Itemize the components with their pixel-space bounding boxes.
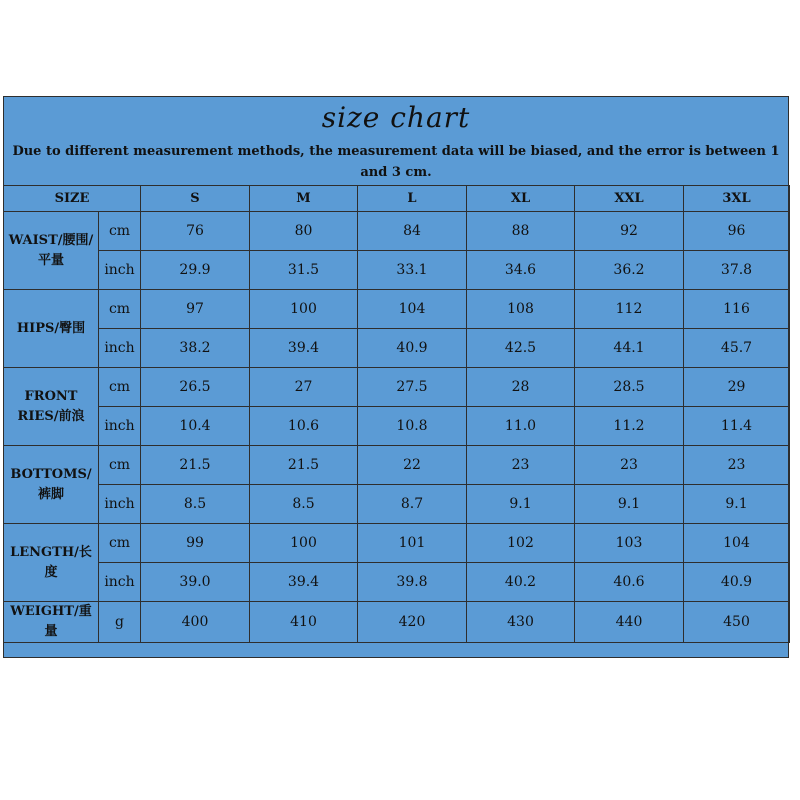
unit-cell: inch <box>99 251 141 290</box>
value-cell: 28 <box>467 368 575 407</box>
value-cell: 11.0 <box>467 407 575 446</box>
value-cell: 450 <box>684 602 790 643</box>
unit-cell: inch <box>99 329 141 368</box>
value-cell: 38.2 <box>141 329 250 368</box>
size-table <box>3 185 790 643</box>
measurement-label: LENGTH/长度 <box>4 524 99 602</box>
value-cell: 8.7 <box>358 485 467 524</box>
value-cell: 29 <box>684 368 790 407</box>
value-cell: 39.8 <box>358 563 467 602</box>
value-cell: 96 <box>684 212 790 251</box>
value-cell: 112 <box>575 290 684 329</box>
value-cell: 45.7 <box>684 329 790 368</box>
measurement-label: WEIGHT/重量 <box>4 602 99 643</box>
value-cell: 99 <box>141 524 250 563</box>
value-cell: 430 <box>467 602 575 643</box>
value-cell: 104 <box>358 290 467 329</box>
value-cell: 76 <box>141 212 250 251</box>
table-row <box>4 485 790 524</box>
value-cell: 11.2 <box>575 407 684 446</box>
value-cell: 10.8 <box>358 407 467 446</box>
value-cell: 39.4 <box>250 563 358 602</box>
value-cell: 36.2 <box>575 251 684 290</box>
unit-cell: inch <box>99 485 141 524</box>
value-cell: 103 <box>575 524 684 563</box>
size-header-3xl: 3XL <box>684 186 790 212</box>
value-cell: 39.4 <box>250 329 358 368</box>
value-cell: 40.9 <box>684 563 790 602</box>
value-cell: 102 <box>467 524 575 563</box>
value-cell: 23 <box>467 446 575 485</box>
table-row <box>4 212 790 251</box>
value-cell: 40.6 <box>575 563 684 602</box>
size-header-xxl: XXL <box>575 186 684 212</box>
value-cell: 11.4 <box>684 407 790 446</box>
value-cell: 84 <box>358 212 467 251</box>
value-cell: 8.5 <box>141 485 250 524</box>
table-row <box>4 602 790 643</box>
size-header-label: SIZE <box>4 186 141 212</box>
value-cell: 440 <box>575 602 684 643</box>
table-row <box>4 251 790 290</box>
table-row <box>4 563 790 602</box>
measurement-label: BOTTOMS/裤脚 <box>4 446 99 524</box>
unit-cell: cm <box>99 212 141 251</box>
value-cell: 22 <box>358 446 467 485</box>
value-cell: 100 <box>250 290 358 329</box>
measurement-label: FRONT RIES/前浪 <box>4 368 99 446</box>
value-cell: 92 <box>575 212 684 251</box>
unit-cell: cm <box>99 290 141 329</box>
table-row <box>4 524 790 563</box>
value-cell: 410 <box>250 602 358 643</box>
value-cell: 9.1 <box>467 485 575 524</box>
chart-title: size chart <box>321 101 471 134</box>
unit-cell: inch <box>99 563 141 602</box>
header-row <box>4 186 790 212</box>
value-cell: 27.5 <box>358 368 467 407</box>
value-cell: 9.1 <box>684 485 790 524</box>
value-cell: 26.5 <box>141 368 250 407</box>
value-cell: 31.5 <box>250 251 358 290</box>
value-cell: 108 <box>467 290 575 329</box>
table-row <box>4 290 790 329</box>
value-cell: 9.1 <box>575 485 684 524</box>
value-cell: 29.9 <box>141 251 250 290</box>
table-row <box>4 368 790 407</box>
value-cell: 80 <box>250 212 358 251</box>
value-cell: 100 <box>250 524 358 563</box>
unit-cell: cm <box>99 368 141 407</box>
unit-cell: inch <box>99 407 141 446</box>
value-cell: 10.4 <box>141 407 250 446</box>
value-cell: 40.2 <box>467 563 575 602</box>
size-header-l: L <box>358 186 467 212</box>
value-cell: 97 <box>141 290 250 329</box>
value-cell: 28.5 <box>575 368 684 407</box>
size-header-s: S <box>141 186 250 212</box>
measurement-label: WAIST/腰围/平量 <box>4 212 99 290</box>
value-cell: 104 <box>684 524 790 563</box>
value-cell: 21.5 <box>141 446 250 485</box>
size-header-m: M <box>250 186 358 212</box>
value-cell: 33.1 <box>358 251 467 290</box>
value-cell: 116 <box>684 290 790 329</box>
value-cell: 40.9 <box>358 329 467 368</box>
measurement-note: Due to different measurement methods, the measurement data will be biased, and the error is between 1 and 3 cm. <box>12 144 780 180</box>
value-cell: 88 <box>467 212 575 251</box>
value-cell: 420 <box>358 602 467 643</box>
unit-cell: cm <box>99 524 141 563</box>
size-chart <box>3 96 789 658</box>
value-cell: 23 <box>684 446 790 485</box>
table-row <box>4 446 790 485</box>
value-cell: 42.5 <box>467 329 575 368</box>
value-cell: 21.5 <box>250 446 358 485</box>
unit-cell: cm <box>99 446 141 485</box>
size-header-xl: XL <box>467 186 575 212</box>
value-cell: 27 <box>250 368 358 407</box>
measurement-label: HIPS/臀围 <box>4 290 99 368</box>
value-cell: 39.0 <box>141 563 250 602</box>
value-cell: 37.8 <box>684 251 790 290</box>
value-cell: 44.1 <box>575 329 684 368</box>
value-cell: 8.5 <box>250 485 358 524</box>
table-row <box>4 329 790 368</box>
value-cell: 34.6 <box>467 251 575 290</box>
value-cell: 10.6 <box>250 407 358 446</box>
value-cell: 400 <box>141 602 250 643</box>
table-row <box>4 407 790 446</box>
value-cell: 23 <box>575 446 684 485</box>
size-table-body <box>4 186 790 643</box>
value-cell: 101 <box>358 524 467 563</box>
unit-cell: g <box>99 602 141 643</box>
